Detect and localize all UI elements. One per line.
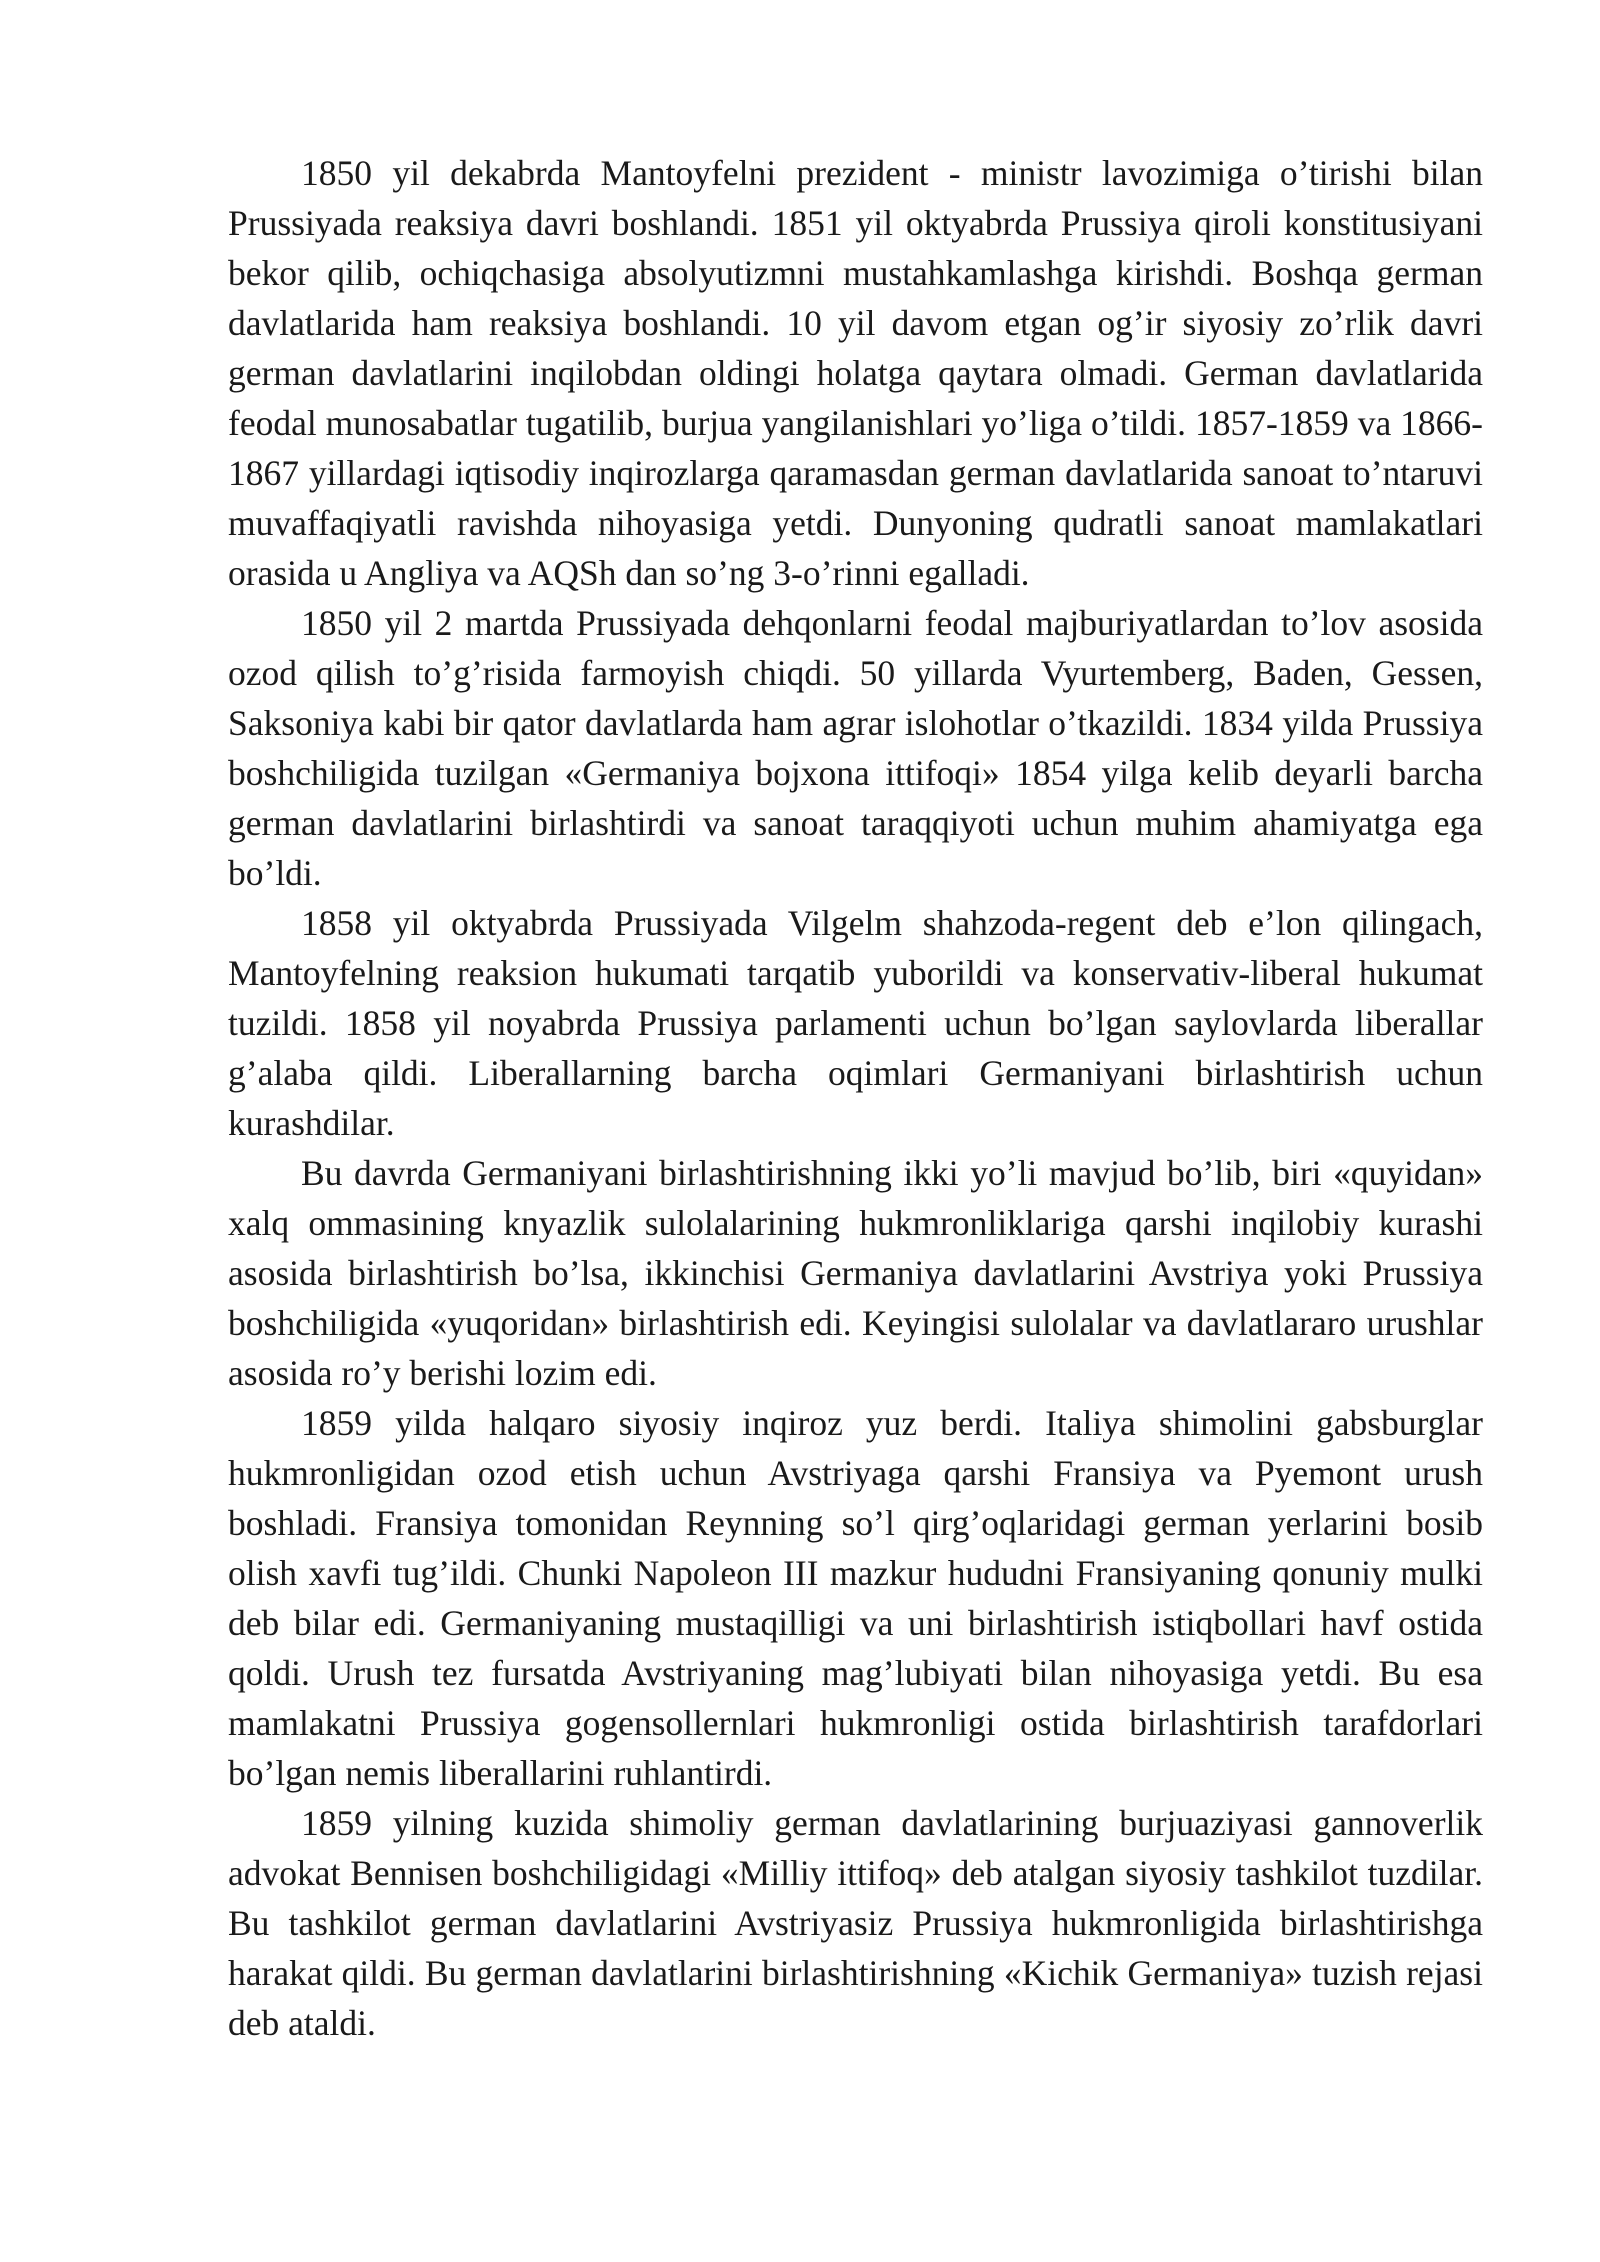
paragraph-6: 1859 yilning kuzida shimoliy german davlatlarining burjuaziyasi gannoverlik advokat Bennisen boshchiligidagi «Milliy ittifoq» deb atalgan siyosiy tashkilot tuzdilar. Bu tashkilot german davlatlarini Avstriyasiz Prussiya hukmronligida birlashtirishga harakat qildi. Bu german davlatlarini birlashtirishning «Kichik Germaniya» tuzish rejasi deb ataldi. xyxy=(228,1803,1483,2043)
document-page xyxy=(228,148,1483,2048)
paragraph-2: 1850 yil 2 martda Prussiyada dehqonlarni feodal majburiyatlardan to’lov asosida ozod qilish to’g’risida farmoyish chiqdi. 50 yillarda Vyurtemberg, Baden, Gessen, Saksoniya kabi bir qator davlatlarda ham agrar islohotlar o’tkazildi. 1834 yilda Prussiya boshchiligida tuzilgan «Germaniya bojxona ittifoqi» 1854 yilga kelib deyarli barcha german davlatlarini birlashtirdi va sanoat taraqqiyoti uchun muhim ahamiyatga ega bo’ldi. xyxy=(228,603,1483,893)
paragraph-4: Bu davrda Germaniyani birlashtirishning ikki yo’li mavjud bo’lib, biri «quyidan» xalq ommasining knyazlik sulolalarining hukmronliklariga qarshi inqilobiy kurashi asosida birlashtirish bo’lsa, ikkinchisi Germaniya davlatlarini Avstriya yoki Prussiya boshchiligida «yuqoridan» birlashtirish edi. Keyingisi sulolalar va davlatlararo urushlar asosida ro’y berishi lozim edi. xyxy=(228,1153,1483,1393)
paragraph-5: 1859 yilda halqaro siyosiy inqiroz yuz berdi. Italiya shimolini gabsburglar hukmronligidan ozod etish uchun Avstriyaga qarshi Fransiya va Pyemont urush boshladi. Fransiya tomonidan Reynning so’l qirg’oqlaridagi german yerlarini bosib olish xavfi tug’ildi. Chunki Napoleon III mazkur hududni Fransiyaning qonuniy mulki deb bilar edi. Germaniyaning mustaqilligi va uni birlashtirish istiqbollari havf ostida qoldi. Urush tez fursatda Avstriyaning mag’lubiyati bilan nihoyasiga yetdi. Bu esa mamlakatni Prussiya gogensollernlari hukmronligi ostida birlashtirish tarafdorlari bo’lgan nemis liberallarini ruhlantirdi. xyxy=(228,1403,1483,1793)
paragraph-3: 1858 yil oktyabrda Prussiyada Vilgelm shahzoda-regent deb e’lon qilingach, Mantoyfelning reaksion hukumati tarqatib yuborildi va konservativ-liberal hukumat tuzildi. 1858 yil noyabrda Prussiya parlamenti uchun bo’lgan saylovlarda liberallar g’alaba qildi. Liberallarning barcha oqimlari Germaniyani birlashtirish uchun kurashdilar. xyxy=(228,903,1483,1143)
paragraph-1: 1850 yil dekabrda Mantoyfelni prezident - ministr lavozimiga o’tirishi bilan Prussiyada reaksiya davri boshlandi. 1851 yil oktyabrda Prussiya qiroli konstitusiyani bekor qilib, ochiqchasiga absolyutizmni mustahkamlashga kirishdi. Boshqa german davlatlarida ham reaksiya boshlandi. 10 yil davom etgan og’ir siyosiy zo’rlik davri german davlatlarini inqilobdan oldingi holatga qaytara olmadi. German davlatlarida feodal munosabatlar tugatilib, burjua yangilanishlari yo’liga o’tildi. 1857-1859 va 1866-1867 yillardagi iqtisodiy inqirozlarga qaramasdan german davlatlarida sanoat to’ntaruvi muvaffaqiyatli ravishda nihoyasiga yetdi. Dunyoning qudratli sanoat mamlakatlari orasida u Angliya va AQSh dan so’ng 3-o’rinni egalladi. xyxy=(228,153,1483,593)
